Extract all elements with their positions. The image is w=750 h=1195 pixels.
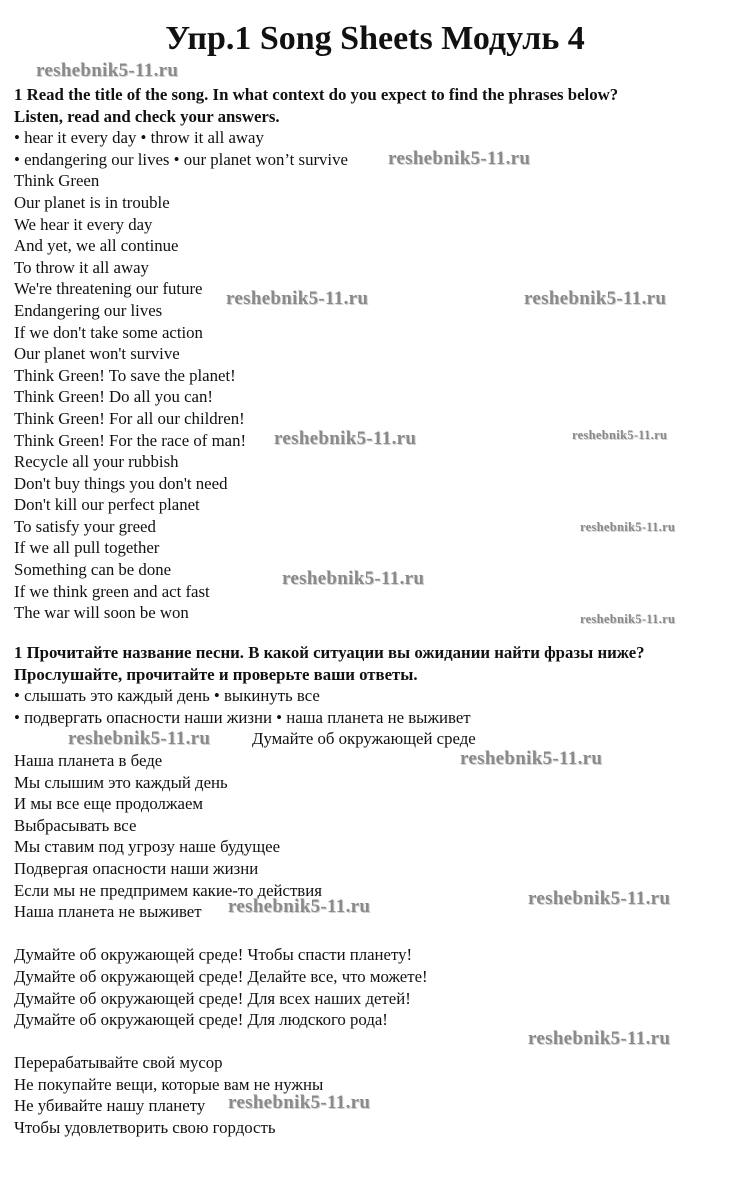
russian-line: Выбрасывать все	[14, 815, 137, 835]
english-line: We're threatening our future	[14, 279, 203, 299]
watermark-text: reshebnik5-11.ru	[228, 896, 371, 917]
watermark-text: reshebnik5-11.ru	[580, 612, 676, 626]
english-line: Think Green	[14, 171, 100, 191]
russian-line: Думайте об окружающей среде! Делайте все, что можете!	[14, 966, 428, 986]
watermark-text: reshebnik5-11.ru	[68, 728, 211, 749]
english-line: Think Green! For all our children!	[14, 408, 245, 428]
russian-line: Думайте об окружающей среде	[252, 729, 476, 749]
watermark-text: reshebnik5-11.ru	[282, 568, 425, 589]
page-title: Упр.1 Song Sheets Модуль 4	[165, 20, 585, 57]
watermark-text: reshebnik5-11.ru	[524, 288, 667, 309]
russian-line: Мы слышим это каждый день	[14, 772, 228, 792]
english-line: Our planet is in trouble	[14, 192, 170, 212]
english-task-subheading: Listen, read and check your answers.	[14, 106, 280, 126]
russian-task-subheading: Прослушайте, прочитайте и проверьте ваши ответы.	[14, 664, 418, 684]
russian-line: Наша планета не выживет	[14, 902, 202, 922]
russian-line: Наша планета в беде	[14, 750, 163, 770]
russian-line: Думайте об окружающей среде! Для всех наших детей!	[14, 988, 411, 1008]
russian-line: • слышать это каждый день • выкинуть все	[14, 686, 320, 706]
english-line: Think Green! Do all you can!	[14, 387, 213, 407]
english-task-heading: 1 Read the title of the song. In what context do you expect to find the phrases below?	[14, 85, 619, 104]
english-line: We hear it every day	[14, 214, 153, 234]
english-line: To throw it all away	[14, 257, 149, 277]
stanza-gap	[14, 923, 744, 945]
watermark-text: reshebnik5-11.ru	[528, 1028, 671, 1049]
english-line: Our planet won't survive	[14, 344, 180, 364]
watermark-text: reshebnik5-11.ru	[580, 520, 676, 534]
english-line: Don't kill our perfect planet	[14, 495, 200, 515]
english-line: • hear it every day • throw it all away	[14, 128, 264, 148]
english-line: • endangering our lives • our planet won’t survive	[14, 149, 348, 169]
russian-task-heading: 1 Прочитайте название песни. В какой ситуации вы ожидании найти фразы ниже?	[14, 643, 645, 662]
watermark-text: reshebnik5-11.ru	[388, 148, 531, 169]
english-line: Recycle all your rubbish	[14, 452, 179, 472]
english-line: And yet, we all continue	[14, 236, 179, 256]
russian-lyrics	[14, 685, 744, 1138]
russian-line: Не покупайте вещи, которые вам не нужны	[14, 1074, 324, 1094]
russian-line: • подвергать опасности наши жизни • наша планета не выживет	[14, 707, 471, 727]
english-line: Think Green! To save the planet!	[14, 365, 236, 385]
russian-line: Если мы не предпримем какие-то действия	[14, 880, 322, 900]
russian-line: Думайте об окружающей среде! Для людского рода!	[14, 1010, 388, 1030]
watermark-text: reshebnik5-11.ru	[226, 288, 369, 309]
russian-line: И мы все еще продолжаем	[14, 794, 204, 814]
watermark-text: reshebnik5-11.ru	[572, 428, 668, 442]
watermark-text: reshebnik5-11.ru	[460, 748, 603, 769]
english-section	[14, 84, 744, 624]
english-line: Something can be done	[14, 560, 172, 580]
russian-line: Думайте об окружающей среде! Чтобы спасти планету!	[14, 945, 413, 965]
english-line: Don't buy things you don't need	[14, 473, 228, 493]
english-line: If we think green and act fast	[14, 581, 210, 601]
russian-line: Подвергая опасности наши жизни	[14, 858, 259, 878]
english-line: Think Green! For the race of man!	[14, 430, 247, 450]
english-lyrics	[14, 127, 744, 624]
watermark-text: reshebnik5-11.ru	[528, 888, 671, 909]
watermark-text: reshebnik5-11.ru	[274, 428, 417, 449]
english-line: To satisfy your greed	[14, 516, 156, 536]
english-line: If we don't take some action	[14, 322, 203, 342]
watermark-text: reshebnik5-11.ru	[228, 1092, 371, 1113]
russian-line: Не убивайте нашу планету	[14, 1096, 206, 1116]
english-line: If we all pull together	[14, 538, 160, 558]
russian-line: Перерабатывайте свой мусор	[14, 1053, 223, 1073]
english-line: Endangering our lives	[14, 300, 163, 320]
russian-line: Чтобы удовлетворить свою гордость	[14, 1118, 276, 1138]
english-line: The war will soon be won	[14, 603, 189, 623]
russian-line: Мы ставим под угрозу наше будущее	[14, 837, 281, 857]
watermark-text: reshebnik5-11.ru	[36, 60, 179, 81]
